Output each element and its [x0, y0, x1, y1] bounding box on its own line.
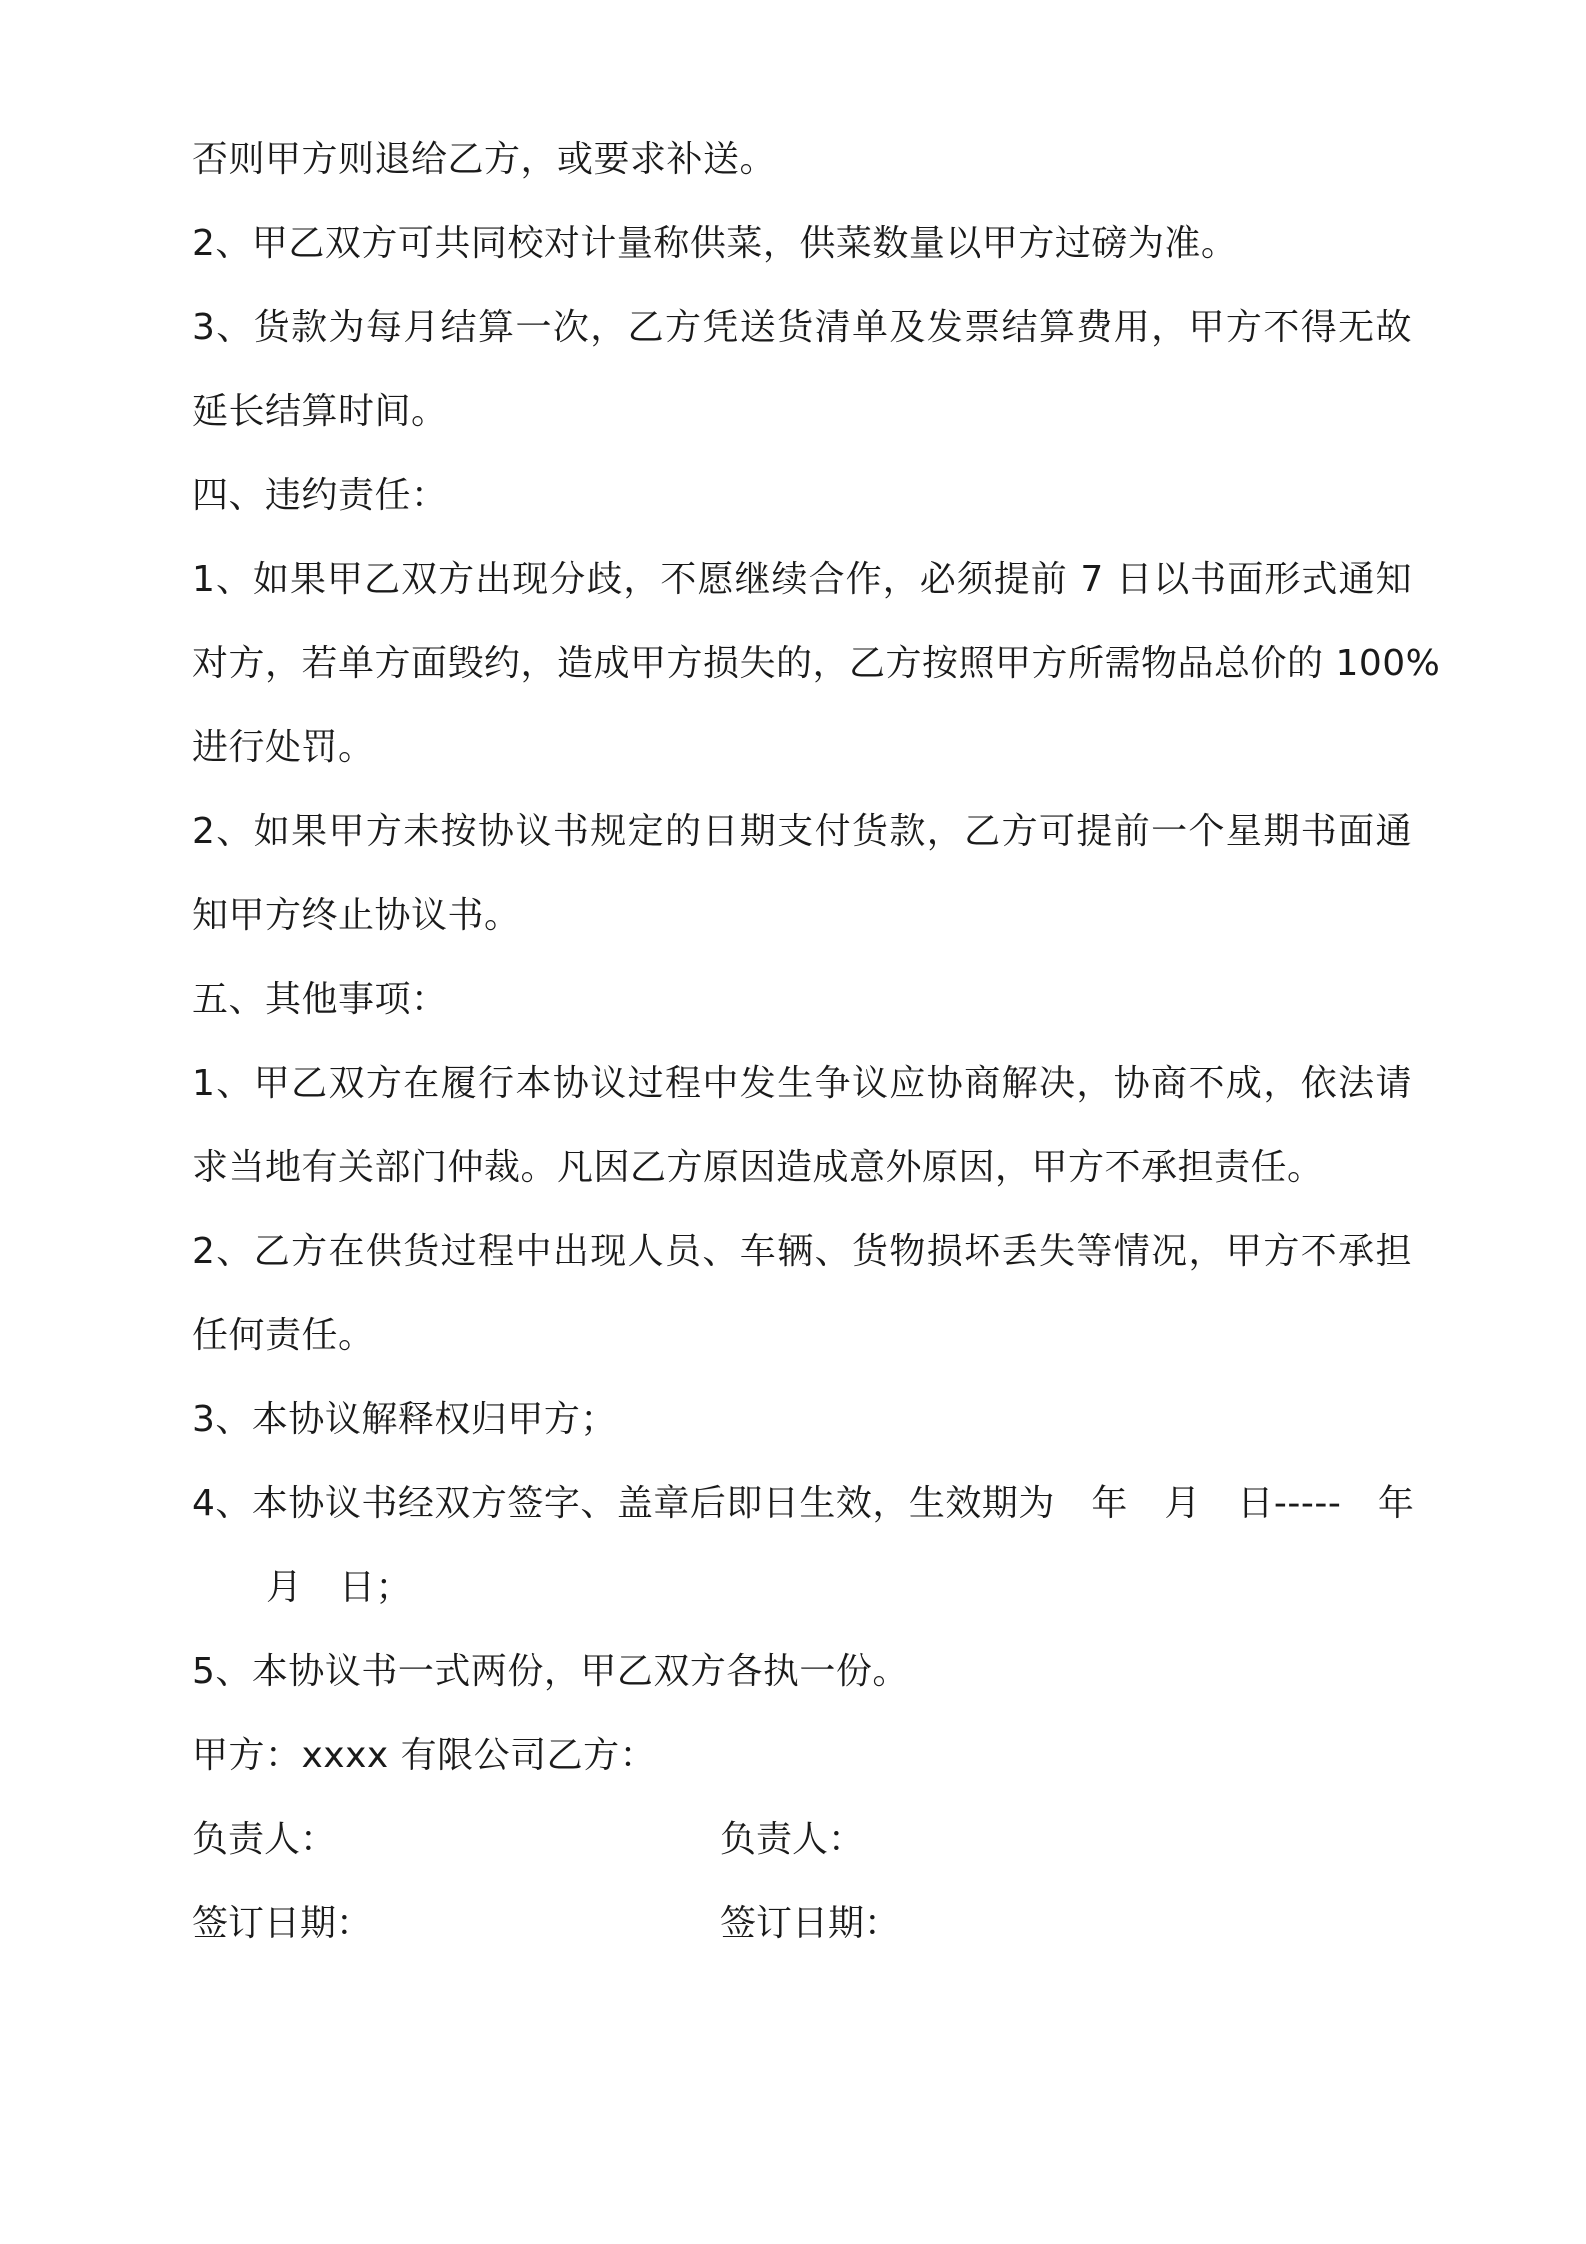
text-line: 进行处罚。 — [192, 727, 375, 768]
text-line: 1、甲乙双方在履行本协议过程中发生争议应协商解决，协商不成，依法请 — [192, 1063, 1412, 1104]
text-line: 四、违约责任： — [192, 475, 448, 516]
text-line: 延长结算时间。 — [192, 391, 448, 432]
party-b-signature-label: 签订日期： — [720, 1903, 901, 1944]
document-body — [192, 118, 1441, 1966]
text-line: 5、本协议书一式两份，甲乙双方各执一份。 — [192, 1651, 909, 1692]
text-line: 对方，若单方面毁约，造成甲方损失的，乙方按照甲方所需物品总价的 100% — [192, 643, 1441, 684]
signature-row — [192, 1882, 1412, 1966]
text-line: 3、本协议解释权归甲方； — [192, 1399, 617, 1440]
party-a-signature-label: 签订日期： — [192, 1903, 373, 1944]
text-line: 月 日； — [266, 1567, 413, 1608]
text-line: 否则甲方则退给乙方，或要求补送。 — [192, 139, 777, 180]
clause-lines — [192, 118, 1441, 1798]
signature-block — [192, 1798, 1412, 1966]
text-line: 知甲方终止协议书。 — [192, 895, 521, 936]
text-line: 1、如果甲乙双方出现分歧，不愿继续合作，必须提前 7 日以书面形式通知 — [192, 559, 1412, 600]
party-b-signature-label: 负责人： — [720, 1819, 865, 1860]
text-line: 3、货款为每月结算一次，乙方凭送货清单及发票结算费用，甲方不得无故 — [192, 307, 1412, 348]
text-line: 2、甲乙双方可共同校对计量称供菜，供菜数量以甲方过磅为准。 — [192, 223, 1238, 264]
text-line: 甲方：xxxx 有限公司乙方： — [192, 1735, 657, 1776]
signature-row — [192, 1798, 1412, 1882]
text-line: 任何责任。 — [192, 1315, 375, 1356]
text-line: 2、乙方在供货过程中出现人员、车辆、货物损坏丢失等情况，甲方不承担 — [192, 1231, 1412, 1272]
party-a-signature-label: 负责人： — [192, 1819, 337, 1860]
text-line: 求当地有关部门仲裁。凡因乙方原因造成意外原因，甲方不承担责任。 — [192, 1147, 1324, 1188]
text-line: 2、如果甲方未按协议书规定的日期支付货款，乙方可提前一个星期书面通 — [192, 811, 1412, 852]
text-line: 五、其他事项： — [192, 979, 448, 1020]
text-line: 4、本协议书经双方签字、盖章后即日生效，生效期为 年 月 日----- 年 — [192, 1483, 1415, 1524]
